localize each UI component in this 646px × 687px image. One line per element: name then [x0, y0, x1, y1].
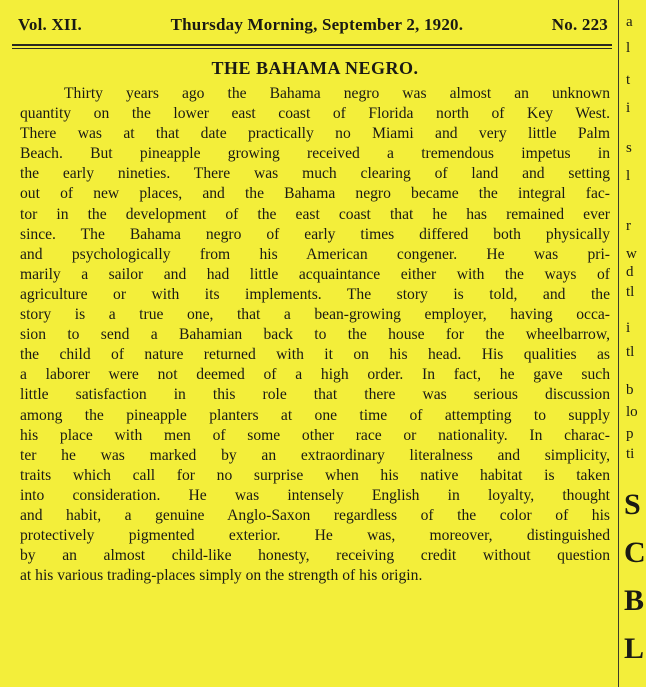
- adjacent-column-text: t: [626, 72, 631, 88]
- article-line: and habit, a genuine Anglo-Saxon regardless of the color of his: [20, 506, 610, 524]
- adjacent-column-headline-letter: L: [624, 632, 645, 665]
- article-line: quantity on the lower east coast of Florida north of Key West.: [20, 105, 610, 123]
- article-line: among the pineapple planters at one time of attempting to supply: [20, 406, 610, 424]
- article-line: story is a true one, that a bean-growing employer, having occa-: [20, 306, 610, 324]
- article-headline: THE BAHAMA NEGRO.: [211, 58, 419, 78]
- article-line: Thirty years ago the Bahama negro was almost an unknown: [64, 85, 610, 102]
- article-line: a laborer were not deemed of a high order. In fact, he gave such: [20, 366, 610, 384]
- article-line: Beach. But pineapple growing received a tremendous impetus in: [20, 145, 610, 163]
- adjacent-column-text: p: [626, 426, 634, 442]
- adjacent-column-text: lo: [626, 404, 638, 420]
- masthead-rule-thin: [12, 48, 612, 49]
- article-line: at his various trading-places simply on the strength of his origin.: [20, 567, 423, 585]
- article-line: and psychologically from his American congener. He was pri-: [20, 245, 610, 263]
- adjacent-column-headline-letter: C: [624, 536, 646, 569]
- adjacent-column-text: l: [626, 168, 631, 184]
- article-body: [20, 84, 610, 586]
- article-line: his place with men of some other race or nationality. In charac-: [20, 426, 610, 444]
- article-line: marily a sailor and had little acquaintance either with the ways of: [20, 265, 610, 283]
- masthead-rule: [12, 44, 612, 46]
- adjacent-column-headline-letter: S: [624, 488, 641, 521]
- article-line: since. The Bahama negro of early times differed both physically: [20, 225, 610, 243]
- adjacent-column-text: b: [626, 382, 634, 398]
- issue-number: No. 223: [551, 15, 608, 34]
- article-line: agriculture or with its implements. The story is told, and the: [20, 285, 610, 303]
- article-line: tor in the development of the east coast that he has remained ever: [20, 205, 610, 223]
- article-line: out of new places, and the Bahama negro became the integral fac-: [20, 185, 610, 203]
- adjacent-column-text: r: [626, 218, 631, 234]
- volume-label: Vol. XII.: [18, 15, 82, 34]
- issue-date: Thursday Morning, September 2, 1920.: [170, 15, 464, 34]
- article-line: traits which call for no surprise when his native habitat is taken: [20, 466, 610, 484]
- article-line: little satisfaction in this role that there was serious discussion: [20, 386, 610, 404]
- adjacent-column-text: i: [626, 320, 631, 336]
- article-line: There was at that date practically no Miami and very little Palm: [20, 125, 610, 143]
- article-line: protectively pigmented exterior. He was, moreover, distinguished: [20, 527, 610, 545]
- adjacent-column-fragment: [624, 0, 646, 687]
- masthead: [18, 10, 608, 40]
- adjacent-column-text: s: [626, 140, 632, 156]
- article-line: the child of nature returned with it on his head. His qualities as: [20, 346, 610, 364]
- article-line: by an almost child-like honesty, receiving credit without question: [20, 547, 610, 565]
- adjacent-column-text: ti: [626, 446, 635, 462]
- adjacent-column-text: d: [626, 264, 634, 280]
- adjacent-column-headline-letter: B: [624, 584, 645, 617]
- column-divider: [618, 0, 619, 687]
- article-line: into consideration. He was intensely English in loyalty, thought: [20, 486, 610, 504]
- article-line: the early nineties. There was much clearing of land and setting: [20, 165, 610, 183]
- article-line: sion to send a Bahamian back to the house for the wheelbarrow,: [20, 326, 610, 344]
- adjacent-column-text: tl: [626, 344, 635, 360]
- adjacent-column-text: l: [626, 40, 631, 56]
- adjacent-column-text: i: [626, 100, 631, 116]
- adjacent-column-text: tl: [626, 284, 635, 300]
- adjacent-column-text: w: [626, 246, 637, 262]
- article-line: ter he was marked by an extraordinary literalness and simplicity,: [20, 446, 610, 464]
- adjacent-column-text: a: [626, 14, 633, 30]
